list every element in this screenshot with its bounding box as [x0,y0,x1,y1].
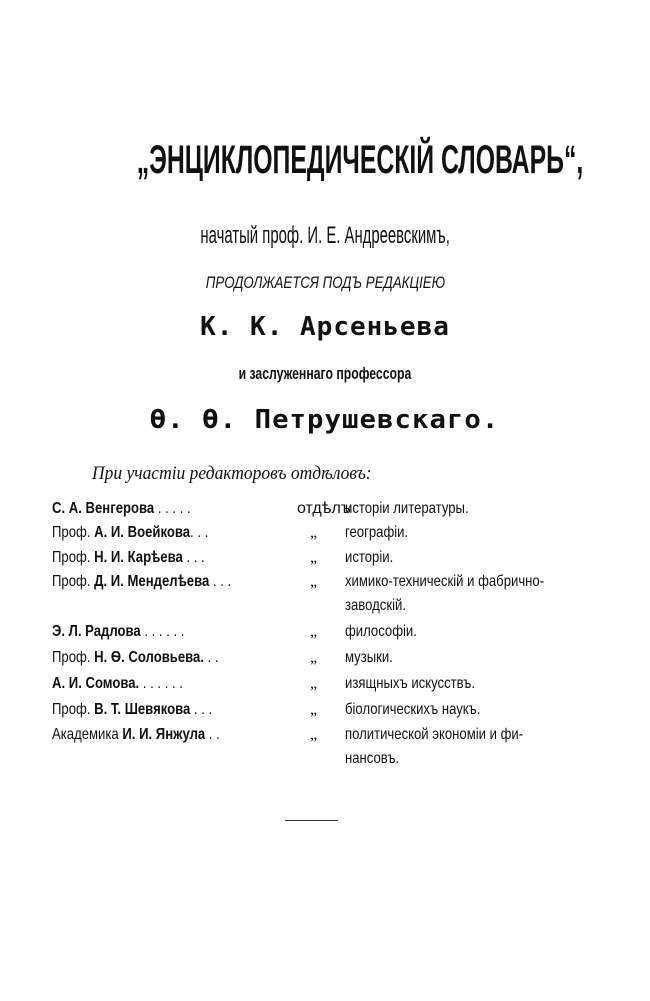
dot-leader: . . . [190,701,213,718]
subject: музыки. [345,649,393,666]
editor1-name: К. К. Арсеньева [200,312,450,342]
editor-row [52,500,612,524]
dot-leader: . . . [209,573,232,590]
editor-name: Э. Л. Радлова [52,623,141,640]
dot-leader: . . . [190,524,209,541]
editor-name: А. И. Сомова. [52,675,140,692]
editor-name-cell [52,701,212,719]
subject: біологическихъ наукъ. [345,701,481,718]
editor-prefix: Проф. [52,524,95,541]
editor-prefix: Проф. [52,549,95,566]
dot-leader: . . . [182,549,205,566]
subject: политической экономіи и фи- [345,726,524,743]
editor-name-cell [52,573,231,591]
participants-header: При участіи редакторовъ отдѣловъ: [92,463,372,484]
editor-name: Н. И. Карѣева [94,549,183,566]
editor-name: И. И. Янжула [122,726,206,743]
editor-row [52,649,612,673]
ditto-mark: „ [310,675,318,692]
editor-row [52,726,612,767]
title-text: „ЭНЦИКЛОПЕДИЧЕСКІЙ СЛОВАРЬ“, [136,138,584,182]
ditto-mark: „ [310,524,318,541]
editor2-line [0,405,650,435]
editor-name: В. Т. Шевякова [94,701,191,718]
editor1-line [0,312,650,342]
editor-name: Д. И. Менделѣева [94,573,210,590]
continued-text: ПРОДОЛЖАЕТСЯ ПОДЪ РЕДАКЦІЕЮ [205,273,445,292]
subject: химико-техническій и фабрично- [345,573,545,590]
subject: исторіи литературы. [345,500,469,517]
ditto-mark: „ [310,573,318,590]
dot-leader: . . . . . . [140,623,185,640]
editor-name: С. А. Венгерова [52,500,155,517]
editor-name-cell [52,649,219,667]
editor-name-cell [52,675,183,693]
editor-row [52,549,612,573]
editor-name-cell [52,623,184,641]
editor-row [52,524,612,548]
ditto-mark: „ [310,623,318,640]
subject: географіи. [345,524,409,541]
page-title [0,138,650,183]
editor-name: А. И. Воейкова [94,524,191,541]
dot-leader: . . [205,726,220,743]
subject: исторіи. [345,549,394,566]
subject: изящныхъ искусствъ. [345,675,476,692]
editor-row [52,675,612,699]
editor-prefix: Проф. [52,573,95,590]
ditto-mark: „ [310,649,318,666]
editor-prefix: Проф. [52,649,95,666]
editor-name-cell [52,726,220,744]
divider-rule [285,820,338,821]
continued-line [0,273,650,293]
dot-leader: . . . . . . [139,675,183,692]
editor-name-cell [52,500,191,518]
editor-row [52,573,612,614]
and-professor-line [0,364,650,384]
started-by-line [0,222,650,250]
dot-leader: . . . . . [154,500,191,517]
editor-name-cell [52,524,208,542]
editor-row [52,701,612,725]
subject-continued: нансовъ. [345,750,400,767]
ditto-mark: „ [310,726,318,743]
ditto-mark: отдѣлъ [297,500,351,517]
editor-row [52,623,612,647]
subject-continued: заводскій. [345,597,406,614]
ditto-mark: „ [310,701,318,718]
editor2-name: Ѳ. Ѳ. Петрушевскаго. [150,405,500,435]
editor-prefix: Проф. [52,701,95,718]
ditto-mark: „ [310,549,318,566]
editor-prefix: Академика [52,726,123,743]
dot-leader: . . [203,649,219,666]
started-by-text: начатый проф. И. Е. Андреевскимъ, [200,222,450,249]
and-professor-text: и заслуженнаго профессора [238,364,412,383]
editor-name: Н. Ѳ. Соловьева. [94,649,204,666]
subject: философіи. [345,623,417,640]
editor-name-cell [52,549,205,567]
